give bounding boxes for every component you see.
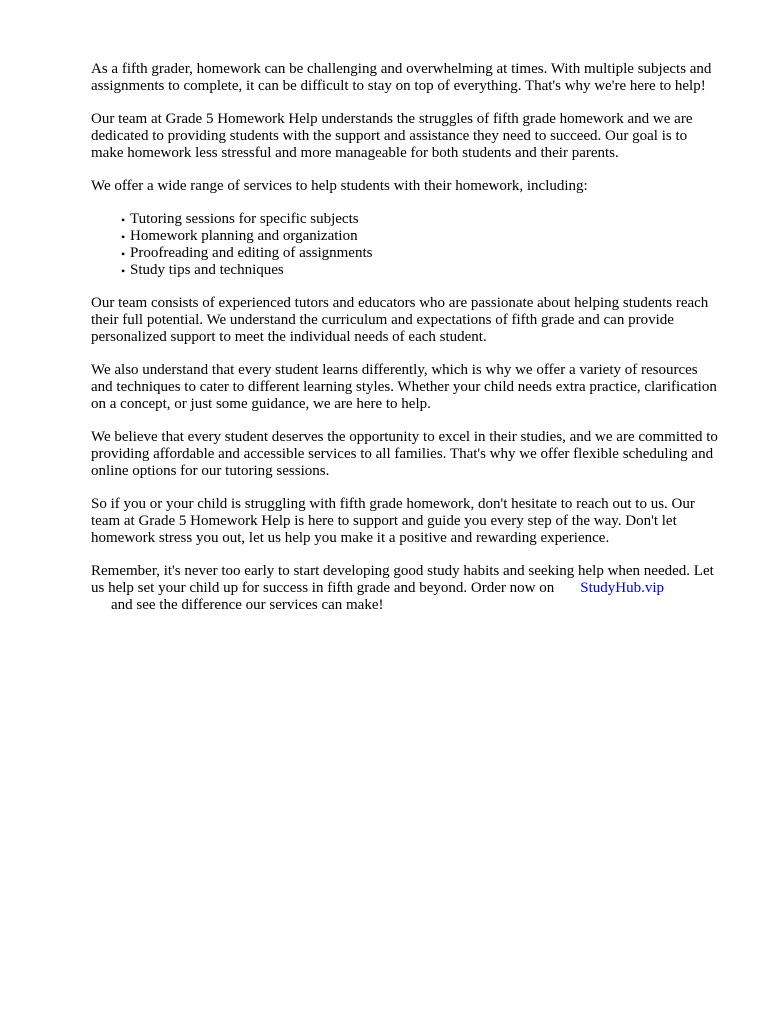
list-item-label: Tutoring sessions for specific subjects [130, 211, 359, 227]
list-item-label: Homework planning and organization [130, 228, 358, 244]
studyhub-link[interactable]: StudyHub.vip [580, 580, 664, 596]
closing-text-end: and see the difference our services can make! [111, 597, 384, 613]
list-item [91, 228, 723, 245]
list-item-label: Study tips and techniques [130, 262, 284, 278]
intro-paragraph: As a fifth grader, homework can be challenging and overwhelming at times. With multiple subjects and assignments to complete, it can be difficult to stay on top of everything. That's why we're here to help! [91, 61, 712, 94]
list-item-label: Proofreading and editing of assignments [130, 245, 373, 261]
bullet-icon: • [121, 213, 126, 227]
tutors-paragraph: Our team consists of experienced tutors and educators who are passionate about helping students reach their full potential. We understand the curriculum and expectations of fifth grade and can provide personalized support to meet the individual needs of each student. [91, 295, 709, 345]
bullet-icon: • [121, 247, 126, 261]
document-body [91, 61, 723, 630]
services-list [91, 211, 723, 279]
team-paragraph: Our team at Grade 5 Homework Help understands the struggles of fifth grade homework and we are dedicated to providing students with the support and assistance they need to succeed. Our goal is to make homework less stressful and more manageable for both students and their parents. [91, 111, 693, 161]
bullet-icon: • [121, 264, 126, 278]
closing-text: Remember, it's never too early to start developing good study habits and seeking help when needed. Let us help set your child up for success in fifth grade and beyond. Order now on [91, 563, 714, 596]
list-item [91, 262, 723, 279]
closing-paragraph [91, 563, 723, 614]
bullet-icon: • [121, 230, 126, 244]
services-intro-paragraph: We offer a wide range of services to help students with their homework, including: [91, 178, 588, 194]
list-item [91, 211, 723, 228]
learning-styles-paragraph: We also understand that every student learns differently, which is why we offer a variety of resources and techniques to cater to different learning styles. Whether your child needs extra practice, clarification on a concept, or just some guidance, we are here to help. [91, 362, 717, 412]
list-item [91, 245, 723, 262]
affordability-paragraph: We believe that every student deserves the opportunity to excel in their studies, and we are committed to providing affordable and accessible services to all families. That's why we offer flexible scheduling and online options for our tutoring sessions. [91, 429, 718, 479]
reach-out-paragraph: So if you or your child is struggling with fifth grade homework, don't hesitate to reach out to us. Our team at Grade 5 Homework Help is here to support and guide you every step of the way. Don't let homework stress you out, let us help you make it a positive and rewarding experience. [91, 496, 695, 546]
